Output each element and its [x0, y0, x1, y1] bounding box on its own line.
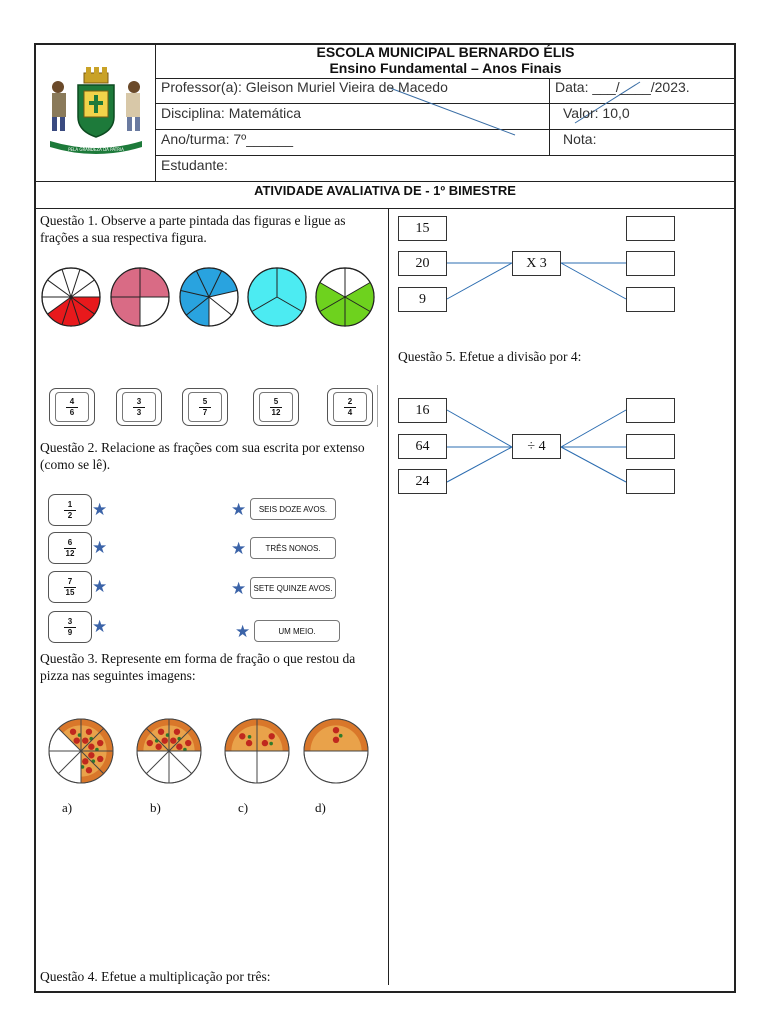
q4-answer-box[interactable]	[626, 251, 675, 276]
fraction-numerator: 3	[136, 396, 142, 406]
pizza-label-a: a)	[62, 800, 73, 815]
fraction-numerator: 4	[69, 396, 75, 406]
q5-input-24: 24	[398, 469, 447, 494]
q4-answer-box[interactable]	[626, 216, 675, 241]
fraction-denominator: 4	[347, 407, 353, 417]
fraction-numerator: 5	[273, 396, 279, 406]
date-field[interactable]: Data: ___/____/2023.	[555, 79, 690, 95]
star-icon[interactable]: ★	[231, 579, 247, 598]
activity-title: ATIVIDADE AVALIATIVA DE - 1º BIMESTRE	[254, 183, 516, 198]
professor-field[interactable]: Professor(a): Gleison Muriel Vieira de Macedo	[161, 79, 448, 95]
star-icon[interactable]: ★	[235, 622, 251, 641]
fraction-numerator: 5	[202, 396, 208, 406]
q2-fraction-card[interactable]	[48, 532, 92, 564]
q5-input-64: 64	[398, 434, 447, 459]
fraction-numerator: 3	[67, 616, 73, 626]
pizza-image	[304, 719, 368, 783]
grade-field[interactable]: Nota:	[563, 131, 597, 147]
pizza-image	[225, 719, 289, 783]
q4-operator-box: X 3	[512, 251, 561, 276]
school-name: ESCOLA MUNICIPAL BERNARDO ÉLIS	[316, 44, 575, 60]
question-3-text: Questão 3. Represente em forma de fração o que restou da pizza nas seguintes imagens:	[40, 651, 356, 683]
question-5-text: Questão 5. Efetue a divisão por 4:	[398, 349, 582, 364]
star-icon[interactable]: ★	[92, 617, 108, 636]
q3-pizza-images	[48, 717, 373, 785]
q5-answer-box[interactable]	[626, 398, 675, 423]
pizza-label-d: d)	[315, 800, 326, 815]
star-icon[interactable]: ★	[92, 577, 108, 596]
word-option[interactable]: UM MEIO.	[254, 620, 340, 642]
q4-input-15: 15	[398, 216, 447, 241]
svg-text:PELA GRANDEZA DA PÁTRIA: PELA GRANDEZA DA PÁTRIA	[68, 147, 124, 152]
value-field: Valor: 10,0	[563, 105, 630, 121]
q4-input-9: 9	[398, 287, 447, 312]
word-option[interactable]: SEIS DOZE AVOS.	[250, 498, 336, 520]
q4-input-20: 20	[398, 251, 447, 276]
word-option[interactable]: TRÊS NONOS.	[250, 537, 336, 559]
q2-fraction-card[interactable]	[48, 571, 92, 603]
fraction-denominator: 6	[69, 407, 75, 417]
question-1-text: Questão 1. Observe a parte pintada das figuras e ligue as frações a sua respectiva figura.	[40, 213, 346, 245]
fraction-denominator: 9	[67, 627, 73, 637]
pizza-image	[137, 719, 201, 783]
q2-fraction-card[interactable]	[48, 611, 92, 643]
pizza-label-b: b)	[150, 800, 161, 815]
q5-input-16: 16	[398, 398, 447, 423]
class-field[interactable]: Ano/turma: 7º______	[161, 131, 293, 147]
pizza-image	[49, 719, 113, 783]
q5-operator-box: ÷ 4	[512, 434, 561, 459]
star-icon[interactable]: ★	[92, 500, 108, 519]
fraction-denominator: 3	[136, 407, 142, 417]
pizza-label-c: c)	[238, 800, 249, 815]
star-icon[interactable]: ★	[231, 500, 247, 519]
school-level: Ensino Fundamental – Anos Finais	[329, 60, 562, 76]
fraction-numerator: 6	[67, 537, 73, 547]
fraction-numerator: 7	[67, 576, 73, 586]
student-field[interactable]: Estudante:	[161, 157, 228, 173]
q4-answer-box[interactable]	[626, 287, 675, 312]
fraction-denominator: 12	[65, 548, 75, 558]
fraction-denominator: 12	[271, 407, 281, 417]
question-2-text: Questão 2. Relacione as frações com sua escrita por extenso (como se lê).	[40, 440, 365, 472]
star-icon[interactable]: ★	[92, 538, 108, 557]
star-icon[interactable]: ★	[231, 539, 247, 558]
word-option[interactable]: SETE QUINZE AVOS.	[250, 577, 336, 599]
fraction-denominator: 2	[67, 510, 73, 520]
q5-answer-box[interactable]	[626, 434, 675, 459]
fraction-numerator: 1	[67, 499, 73, 509]
fraction-numerator: 2	[347, 396, 353, 406]
q5-answer-box[interactable]	[626, 469, 675, 494]
question-4-text: Questão 4. Efetue a multiplicação por três:	[40, 969, 271, 984]
fraction-denominator: 15	[65, 587, 75, 597]
subject-field: Disciplina: Matemática	[161, 105, 302, 121]
fraction-denominator: 7	[202, 407, 208, 417]
